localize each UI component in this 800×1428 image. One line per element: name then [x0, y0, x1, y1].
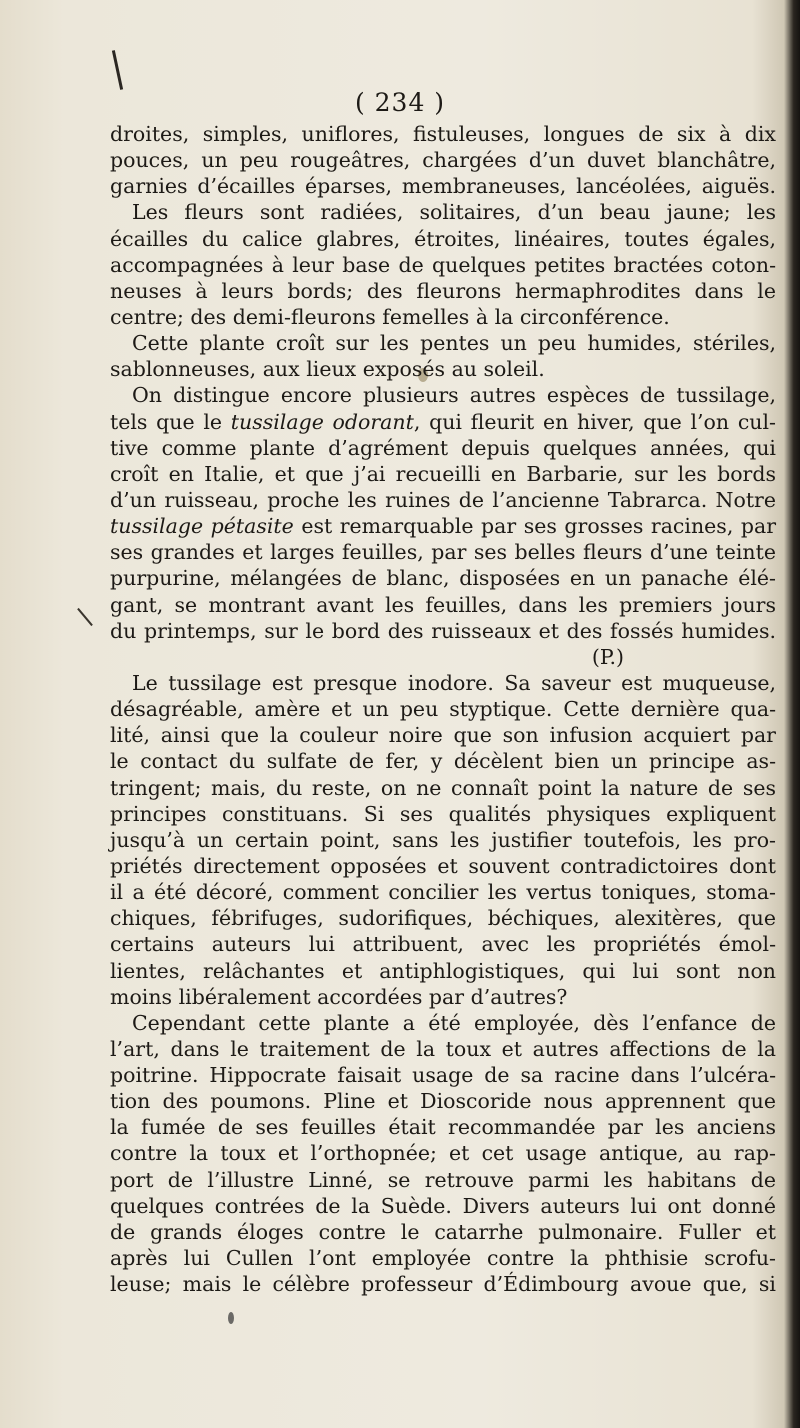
text-line: lité, ainsi que la couleur noire que son infusion acquiert par	[110, 723, 776, 748]
text-line: tels que le tussilage odorant, qui fleurit en hiver, que l’on cul-	[110, 409, 776, 434]
text-line: d’un ruisseau, proche les ruines de l’ancienne Tabrarca. Notre	[110, 487, 776, 512]
text-line: de grands éloges contre le catarrhe pulmonaire. Fuller et	[110, 1219, 776, 1244]
italic-term: tussilage pétasite	[110, 514, 294, 539]
text-line: ses grandes et larges feuilles, par ses belles fleurs d’une teinte	[110, 540, 776, 565]
text-line: Le tussilage est presque inodore. Sa saveur est muqueuse,	[132, 670, 776, 695]
text-line: tive comme plante d’agrément depuis quelques années, qui	[110, 435, 776, 460]
text-line: du printemps, sur le bord des ruisseaux et des fossés humides.	[110, 618, 776, 643]
text-line: principes constituans. Si ses qualités physiques expliquent	[110, 801, 776, 826]
text-line: après lui Cullen l’ont employée contre la phthisie scrofu-	[110, 1246, 776, 1271]
text-line: poitrine. Hippocrate faisait usage de sa racine dans l’ulcéra-	[110, 1063, 776, 1088]
body-text	[110, 121, 776, 1297]
text-line: il a été décoré, comment concilier les vertus toniques, stoma-	[110, 880, 776, 905]
text-line: (P.)	[591, 644, 624, 669]
text-line: Cependant cette plante a été employée, dès l’enfance de	[132, 1010, 776, 1035]
text-line: jusqu’à un certain point, sans les justifier toutefois, les pro-	[110, 827, 776, 852]
text-line: Les fleurs sont radiées, solitaires, d’un beau jaune; les	[132, 200, 776, 225]
text-line: lientes, relâchantes et antiphlogistiques, qui lui sont non	[110, 958, 776, 983]
text-line: sablonneuses, aux lieux exposés au soleil.	[110, 357, 545, 382]
text-line: la fumée de ses feuilles était recommandée par les anciens	[110, 1115, 776, 1140]
text-line: contre la toux et l’orthopnée; et cet usage antique, au rap-	[110, 1141, 776, 1166]
margin-mark	[77, 608, 93, 626]
text-line: garnies d’écailles éparses, membraneuses, lancéolées, aiguës.	[110, 174, 776, 199]
text-line: Cette plante croît sur les pentes un peu humides, stériles,	[132, 331, 776, 356]
ink-smudge	[228, 1312, 234, 1324]
text-line: croît en Italie, et que j’ai recueilli en Barbarie, sur les bords	[110, 461, 776, 486]
text-line: accompagnées à leur base de quelques petites bractées coton-	[110, 252, 776, 277]
text-line: gant, se montrant avant les feuilles, dans les premiers jours	[110, 592, 776, 617]
italic-term: tussilage odorant	[230, 409, 414, 434]
text-line: droites, simples, uniflores, fistuleuses, longues de six à dix	[110, 122, 776, 146]
page-number: ( 234 )	[354, 88, 446, 117]
text-line: tringent; mais, du reste, on ne connaît point la nature de ses	[110, 775, 776, 800]
text-line: moins libéralement accordées par d’autres?	[110, 984, 568, 1009]
text-line: quelques contrées de la Suède. Divers auteurs lui ont donné	[110, 1193, 776, 1218]
text-line: leuse; mais le célèbre professeur d’Édimbourg avoue que, si	[110, 1272, 776, 1297]
text-line: écailles du calice glabres, étroites, linéaires, toutes égales,	[110, 226, 776, 251]
text-line: centre; des demi-fleurons femelles à la circonférence.	[110, 304, 670, 329]
text-line: purpurine, mélangées de blanc, disposées en un panache élé-	[110, 566, 776, 591]
text-line: priétés directement opposées et souvent contradictoires dont	[110, 853, 776, 878]
text-line: port de l’illustre Linné, se retrouve parmi les habitans de	[110, 1167, 776, 1192]
text-line: tion des poumons. Pline et Dioscoride nous apprennent que	[110, 1089, 776, 1114]
text-line: pouces, un peu rougeâtres, chargées d’un duvet blanchâtre,	[110, 148, 776, 173]
ink-mark	[112, 50, 123, 90]
text-line: neuses à leurs bords; des fleurons hermaphrodites dans le	[110, 278, 776, 303]
text-line: l’art, dans le traitement de la toux et autres affections de la	[110, 1036, 776, 1061]
text-line: le contact du sulfate de fer, y décèlent bien un principe as-	[110, 749, 776, 774]
text-line: certains auteurs lui attribuent, avec les propriétés émol-	[110, 932, 776, 957]
text-line: tussilage pétasite est remarquable par ses grosses racines, par	[110, 514, 777, 539]
text-line: On distingue encore plusieurs autres espèces de tussilage,	[132, 383, 776, 408]
text-line: désagréable, amère et un peu styptique. Cette dernière qua-	[110, 697, 776, 722]
text-line: chiques, fébrifuges, sudorifiques, béchiques, alexitères, que	[110, 906, 776, 931]
